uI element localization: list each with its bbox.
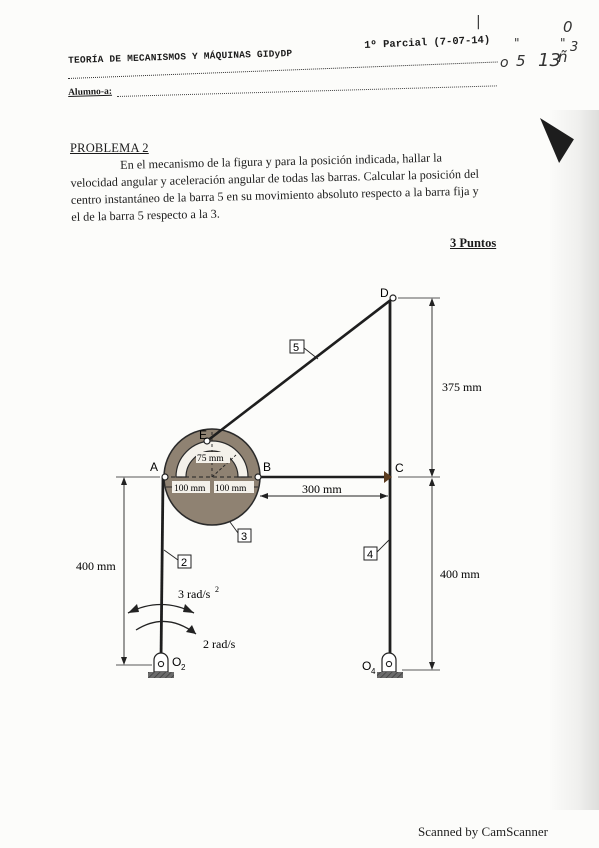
- bar-5: [207, 299, 392, 441]
- angular-velocity-arrow: [136, 621, 196, 634]
- velocity-label: 2 rad/s: [203, 637, 236, 651]
- svg-text:5: 5: [293, 342, 300, 354]
- joint-d: [390, 295, 396, 301]
- statement-line: el de la barra 5 respecto a la 3.: [71, 206, 221, 224]
- svg-text:4: 4: [367, 549, 374, 561]
- statement-line: velocidad angular y aceleración angular de todas las barras. Calcular la posición del: [70, 166, 480, 190]
- dim-400-left: [116, 477, 160, 665]
- dim-400-right: [402, 478, 440, 670]
- bar-2: [161, 478, 163, 660]
- dim-100-left: 100 mm: [174, 484, 206, 494]
- label-o2-sub: 2: [181, 663, 186, 672]
- handwritten-mark: 3: [570, 40, 579, 55]
- dim-400-right-label: 400 mm: [440, 567, 480, 581]
- bar-label-2: [164, 550, 191, 569]
- course-header: TEORÍA DE MECANISMOS Y MÁQUINAS GIDyDP: [68, 47, 293, 66]
- ground-support-o4: [377, 653, 403, 678]
- handwritten-mark: o: [500, 55, 509, 71]
- handwritten-mark: 13: [538, 50, 561, 71]
- label-d: D: [380, 286, 389, 300]
- joint-b: [255, 474, 261, 480]
- bar-label-4: [364, 540, 389, 561]
- handwritten-mark: 5: [516, 52, 526, 70]
- statement-line: centro instantáneo de la barra 5 en su movimiento absoluto respecto a la barra fija y: [70, 183, 479, 207]
- dim-375-label: 375 mm: [442, 380, 482, 394]
- ground-support-o2: [148, 653, 174, 678]
- exam-header: 1º Parcial (7-07-14): [364, 34, 491, 52]
- bar-label-3: [230, 522, 251, 543]
- label-o2: O: [172, 655, 182, 669]
- svg-text:2: 2: [181, 557, 188, 569]
- dim-375: [398, 298, 440, 477]
- acceleration-label: 3 rad/s: [178, 587, 211, 601]
- handwritten-mark: 0: [563, 18, 573, 36]
- label-b: B: [263, 460, 272, 474]
- svg-text:3: 3: [241, 531, 248, 543]
- handwritten-mark: |: [476, 14, 481, 30]
- dim-75: 75 mm: [197, 454, 224, 464]
- problem-title: PROBLEMA 2: [70, 141, 149, 155]
- handwritten-mark: ": [514, 36, 520, 50]
- label-c: C: [395, 461, 404, 475]
- label-o4-sub: 4: [371, 667, 376, 676]
- dim-100-right: 100 mm: [215, 484, 247, 494]
- handwritten-mark: ñ: [558, 48, 568, 66]
- label-e: E: [199, 428, 208, 442]
- dim-400-left-label: 400 mm: [76, 559, 116, 573]
- scanner-watermark: Scanned by CamScanner: [418, 824, 548, 839]
- student-label: Alumno-a:: [68, 86, 113, 98]
- label-o4: O: [362, 659, 372, 673]
- acceleration-exponent: 2: [215, 585, 219, 594]
- joint-a: [162, 474, 168, 480]
- bar-label-5: [290, 340, 318, 359]
- label-a: A: [150, 460, 159, 474]
- points-label: 3 Puntos: [450, 236, 497, 250]
- dim-300-label: 300 mm: [302, 482, 342, 496]
- statement-line: En el mecanismo de la figura y para la posición indicada, hallar la: [120, 150, 443, 172]
- handwritten-mark: ": [560, 36, 566, 50]
